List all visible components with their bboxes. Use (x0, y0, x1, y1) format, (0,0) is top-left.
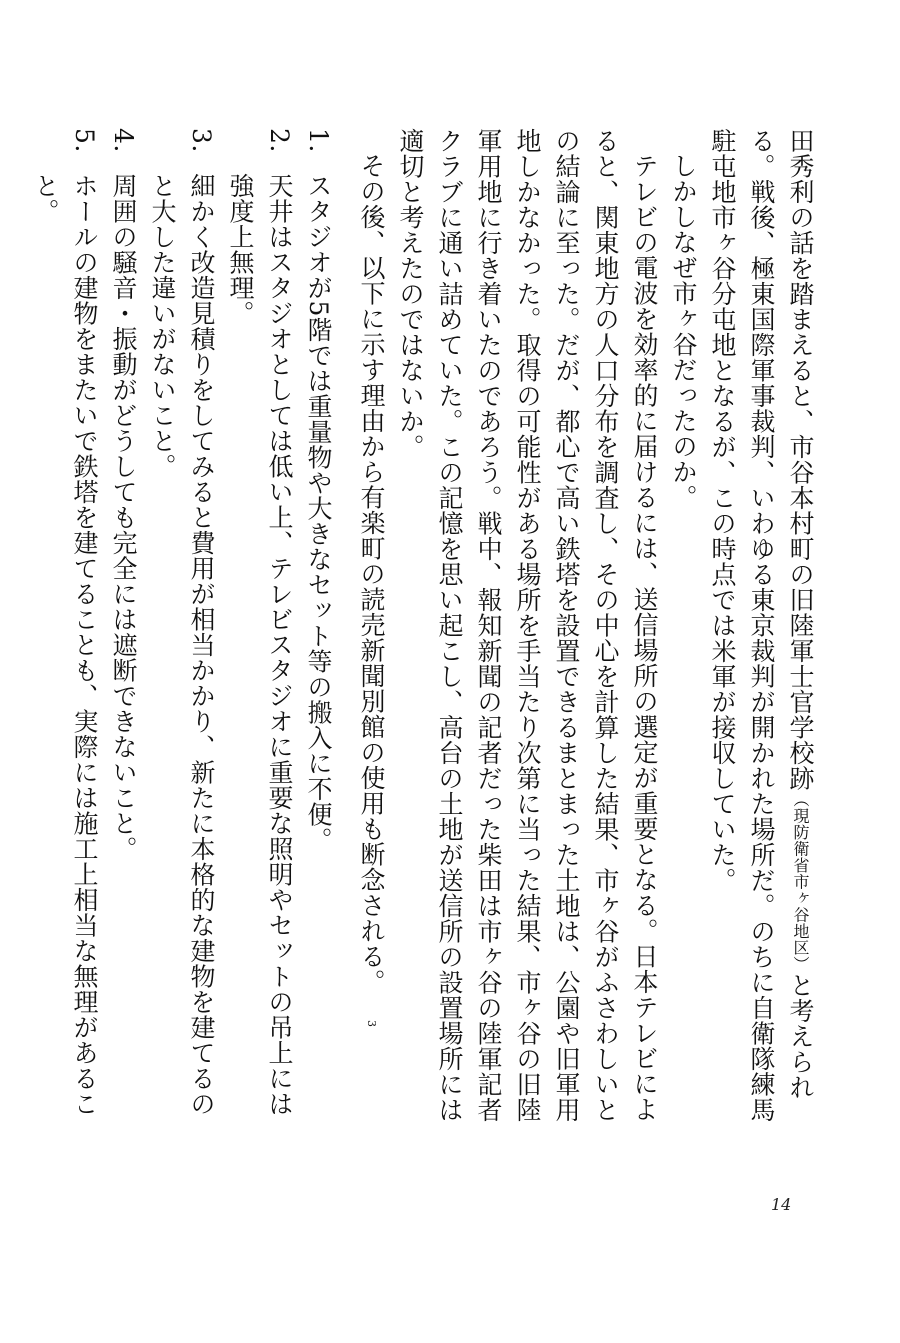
vertical-text-body (31, 128, 820, 1128)
paragraph-1-text-b: と考えられる。戦後、極東国際軍事裁判、いわゆる東京裁判が開かれた場所だ。のちに自衛隊練馬駐屯地市ヶ谷分屯地となるが、この時点では米軍が接収していた。 (708, 128, 815, 1123)
list-text-2: 天井はスタジオとしては低い上、テレビスタジオに重要な照明やセットの吊上には強度上無理。 (226, 173, 294, 1117)
list-text-5: ホールの建物をまたいで鉄塔を建てることも、実際には施工上相当な無理があること。 (31, 173, 99, 1117)
list-text-4: 周囲の騒音・振動がどうしても完全には遮断できないこと。 (109, 173, 138, 862)
paragraph-1-note: （現防衛省市ヶ谷地区） (791, 791, 810, 973)
paragraph-1-text-a: 田秀利の話を踏まえると、市谷本村町の旧陸軍士官学校跡 (786, 128, 815, 791)
footnote-marker: 3 (365, 1019, 378, 1027)
paragraph-4 (352, 128, 391, 1128)
list-item-5 (26, 128, 104, 1128)
list-item-3 (143, 128, 221, 1128)
list-item-1 (299, 128, 338, 1128)
paragraph-4-text: その後、以下に示す理由から有楽町の読売新聞別館の使用も断念される。 (357, 153, 386, 995)
list-item-4 (104, 128, 143, 1128)
paragraph-1 (703, 128, 820, 1128)
list-text-3: 細かく改造見積りをしてみると費用が相当かかり、新たに本格的な建物を建てるのと大した違いがないこと。 (148, 173, 216, 1117)
list-marker-3: 3. (187, 128, 216, 153)
list-item-2 (221, 128, 299, 1128)
page-number: 14 (771, 1195, 792, 1214)
paragraph-3: テレビの電波を効率的に届けるには、送信場所の選定が重要となる。日本テレビによると、関東地方の人口分布を調査し、その中心を計算した結果、市ヶ谷がふさわしいとの結論に至った。だが、都心で高い鉄塔を設置できるまとまった土地は、公園や旧軍用地しかなかった。取得の可能性がある場所を手当たり次第に当った結果、市ヶ谷の旧陸軍用地に行き着いたのであろう。戦中、報知新聞の記者だった柴田は市ヶ谷の陸軍記者クラブに通い詰めていた。この記憶を思い起こし、高台の土地が送信所の設置場所には適切と考えたのではないか。 (396, 128, 659, 1123)
list-text-1: スタジオが5階では重量物や大きなセット等の搬入に不便。 (304, 173, 333, 853)
list-marker-5: 5. (70, 128, 99, 153)
list-marker-2: 2. (265, 128, 294, 153)
list-marker-1: 1. (304, 128, 333, 153)
paragraph-2: しかしなぜ市ヶ谷だったのか。 (669, 153, 698, 510)
list-marker-4: 4. (109, 128, 138, 153)
